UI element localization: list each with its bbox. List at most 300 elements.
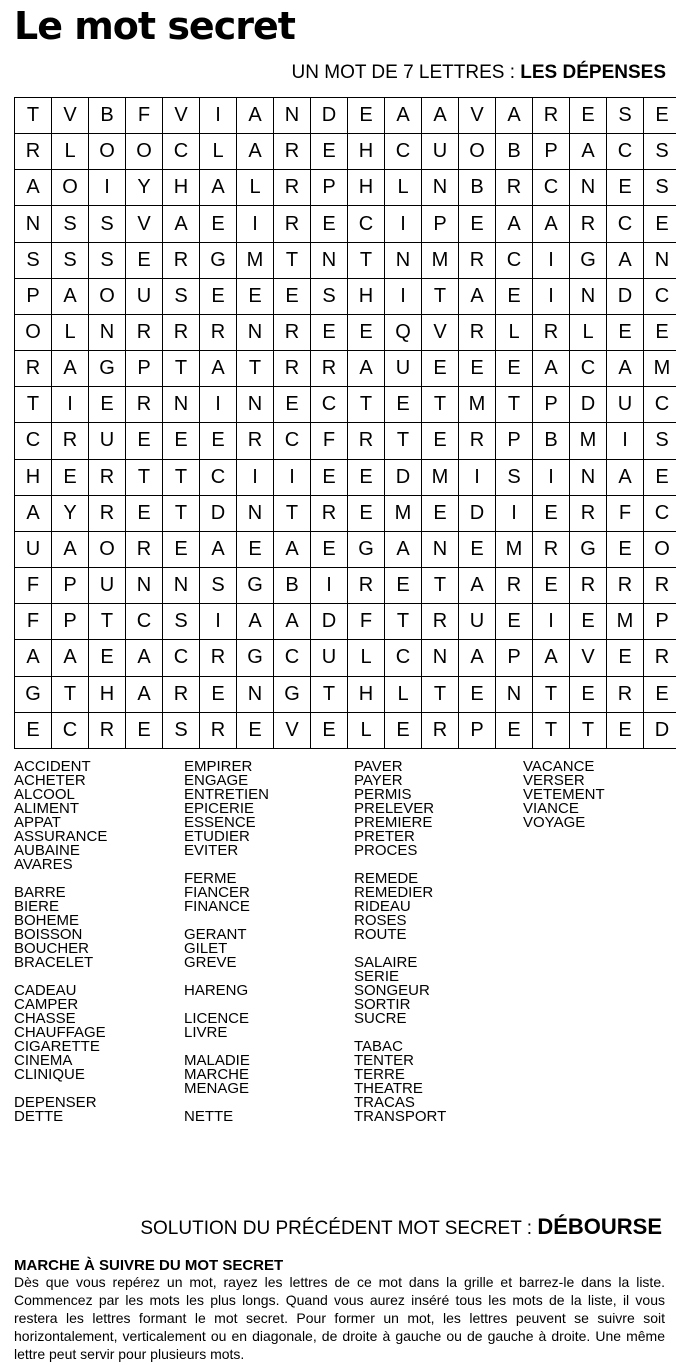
word-list-item[interactable]: ROSES xyxy=(354,912,407,929)
grid-cell[interactable]: I xyxy=(237,459,274,495)
grid-cell[interactable]: P xyxy=(311,170,348,206)
word-list-item[interactable]: BOHEME xyxy=(14,912,80,929)
grid-cell[interactable]: M xyxy=(607,604,644,640)
grid-cell[interactable]: I xyxy=(200,98,237,134)
word-list-item[interactable]: BOISSON xyxy=(14,926,83,943)
grid-cell[interactable]: A xyxy=(200,531,237,567)
grid-cell[interactable]: T xyxy=(52,676,89,712)
grid-cell[interactable]: U xyxy=(607,387,644,423)
grid-cell[interactable]: S xyxy=(89,206,126,242)
grid-cell[interactable]: E xyxy=(200,423,237,459)
grid-cell[interactable]: N xyxy=(274,98,311,134)
grid-cell[interactable]: A xyxy=(200,351,237,387)
word-list-item[interactable]: PREMIERE xyxy=(354,814,433,831)
grid-cell[interactable]: R xyxy=(348,568,385,604)
grid-cell[interactable]: I xyxy=(533,278,570,314)
grid-cell[interactable]: S xyxy=(200,568,237,604)
grid-cell[interactable]: E xyxy=(570,98,607,134)
grid-cell[interactable]: C xyxy=(385,640,422,676)
word-list-item[interactable]: VETEMENT xyxy=(523,786,605,803)
grid-cell[interactable]: L xyxy=(52,134,89,170)
grid-cell[interactable]: E xyxy=(570,604,607,640)
grid-cell[interactable]: D xyxy=(459,495,496,531)
grid-cell[interactable]: A xyxy=(274,604,311,640)
grid-cell[interactable]: E xyxy=(607,314,644,350)
grid-cell[interactable]: I xyxy=(533,604,570,640)
grid-cell[interactable]: G xyxy=(570,242,607,278)
grid-cell[interactable]: E xyxy=(385,712,422,748)
grid-cell[interactable]: A xyxy=(533,351,570,387)
grid-cell[interactable]: A xyxy=(200,170,237,206)
grid-cell[interactable]: C xyxy=(126,604,163,640)
grid-cell[interactable]: N xyxy=(422,170,459,206)
grid-cell[interactable]: N xyxy=(385,242,422,278)
grid-cell[interactable]: E xyxy=(311,314,348,350)
grid-cell[interactable]: A xyxy=(15,640,52,676)
word-list-item[interactable]: EVITER xyxy=(184,842,239,859)
grid-cell[interactable]: T xyxy=(533,676,570,712)
grid-cell[interactable]: E xyxy=(459,676,496,712)
grid-cell[interactable]: E xyxy=(459,531,496,567)
grid-cell[interactable]: B xyxy=(459,170,496,206)
grid-cell[interactable]: E xyxy=(496,278,533,314)
grid-cell[interactable]: C xyxy=(163,640,200,676)
grid-cell[interactable]: P xyxy=(126,351,163,387)
grid-cell[interactable]: O xyxy=(52,170,89,206)
grid-cell[interactable]: E xyxy=(237,712,274,748)
word-list-item[interactable]: ENTRETIEN xyxy=(184,786,270,803)
word-list-item[interactable]: PERMIS xyxy=(354,786,412,803)
word-list-item[interactable]: VERSER xyxy=(523,772,585,789)
grid-cell[interactable]: P xyxy=(533,387,570,423)
grid-cell[interactable]: R xyxy=(607,568,644,604)
grid-cell[interactable]: C xyxy=(385,134,422,170)
grid-cell[interactable]: S xyxy=(52,242,89,278)
grid-cell[interactable]: U xyxy=(15,531,52,567)
grid-cell[interactable]: E xyxy=(459,351,496,387)
grid-cell[interactable]: F xyxy=(348,604,385,640)
grid-cell[interactable]: S xyxy=(52,206,89,242)
grid-cell[interactable]: A xyxy=(570,134,607,170)
grid-cell[interactable]: F xyxy=(15,568,52,604)
grid-cell[interactable]: D xyxy=(311,98,348,134)
grid-cell[interactable]: T xyxy=(422,387,459,423)
grid-cell[interactable]: U xyxy=(422,134,459,170)
grid-cell[interactable]: G xyxy=(348,531,385,567)
grid-cell[interactable]: R xyxy=(459,242,496,278)
word-list-item[interactable]: TRANSPORT xyxy=(354,1108,447,1125)
grid-cell[interactable]: T xyxy=(570,712,607,748)
word-list-item[interactable]: DETTE xyxy=(14,1108,64,1125)
grid-cell[interactable]: A xyxy=(459,278,496,314)
word-list-item[interactable]: REMEDIER xyxy=(354,884,434,901)
grid-cell[interactable]: R xyxy=(348,423,385,459)
grid-cell[interactable]: E xyxy=(311,459,348,495)
grid-cell[interactable]: C xyxy=(644,278,676,314)
grid-cell[interactable]: R xyxy=(52,423,89,459)
word-list-item[interactable]: REMEDE xyxy=(354,870,419,887)
grid-cell[interactable]: N xyxy=(163,387,200,423)
grid-cell[interactable]: A xyxy=(52,640,89,676)
word-list-item[interactable]: MENAGE xyxy=(184,1080,250,1097)
grid-cell[interactable]: R xyxy=(274,134,311,170)
grid-cell[interactable]: H xyxy=(89,676,126,712)
word-list-item[interactable]: TENTER xyxy=(354,1052,414,1069)
word-list-item[interactable]: LICENCE xyxy=(184,1010,250,1027)
grid-cell[interactable]: D xyxy=(570,387,607,423)
word-list-item[interactable]: VIANCE xyxy=(523,800,579,817)
grid-cell[interactable]: T xyxy=(163,351,200,387)
grid-cell[interactable]: V xyxy=(422,314,459,350)
grid-cell[interactable]: R xyxy=(126,531,163,567)
grid-cell[interactable]: E xyxy=(533,495,570,531)
grid-cell[interactable]: T xyxy=(126,459,163,495)
grid-cell[interactable]: P xyxy=(533,134,570,170)
grid-cell[interactable]: A xyxy=(533,640,570,676)
grid-cell[interactable]: R xyxy=(496,170,533,206)
word-list-item[interactable]: ESSENCE xyxy=(184,814,256,831)
grid-cell[interactable]: N xyxy=(570,170,607,206)
grid-cell[interactable]: A xyxy=(126,640,163,676)
grid-cell[interactable]: E xyxy=(200,278,237,314)
grid-cell[interactable]: N xyxy=(570,459,607,495)
grid-cell[interactable]: E xyxy=(126,423,163,459)
grid-cell[interactable]: H xyxy=(348,278,385,314)
grid-cell[interactable]: H xyxy=(348,134,385,170)
grid-cell[interactable]: F xyxy=(607,495,644,531)
grid-cell[interactable]: V xyxy=(126,206,163,242)
word-list-item[interactable]: VACANCE xyxy=(523,758,595,775)
word-list-item[interactable]: CLINIQUE xyxy=(14,1066,85,1083)
grid-cell[interactable]: L xyxy=(52,314,89,350)
grid-cell[interactable]: H xyxy=(348,676,385,712)
grid-cell[interactable]: L xyxy=(200,134,237,170)
grid-cell[interactable]: C xyxy=(163,134,200,170)
word-list-item[interactable]: BRACELET xyxy=(14,954,94,971)
word-list-item[interactable]: CHASSE xyxy=(14,1010,76,1027)
grid-cell[interactable]: S xyxy=(163,278,200,314)
grid-cell[interactable]: N xyxy=(496,676,533,712)
grid-cell[interactable]: I xyxy=(533,242,570,278)
grid-cell[interactable]: T xyxy=(385,604,422,640)
grid-cell[interactable]: I xyxy=(496,495,533,531)
grid-cell[interactable]: L xyxy=(385,170,422,206)
grid-cell[interactable]: C xyxy=(15,423,52,459)
grid-cell[interactable]: M xyxy=(237,242,274,278)
grid-cell[interactable]: V xyxy=(163,98,200,134)
grid-cell[interactable]: E xyxy=(496,712,533,748)
word-list-item[interactable]: DEPENSER xyxy=(14,1094,97,1111)
grid-cell[interactable]: E xyxy=(89,387,126,423)
grid-cell[interactable]: M xyxy=(422,242,459,278)
grid-cell[interactable]: G xyxy=(274,676,311,712)
grid-cell[interactable]: E xyxy=(533,568,570,604)
grid-cell[interactable]: E xyxy=(237,278,274,314)
word-list-item[interactable]: CAMPER xyxy=(14,996,79,1013)
grid-cell[interactable]: A xyxy=(15,170,52,206)
grid-cell[interactable]: R xyxy=(89,459,126,495)
grid-cell[interactable]: C xyxy=(348,206,385,242)
grid-cell[interactable]: H xyxy=(348,170,385,206)
grid-cell[interactable]: C xyxy=(644,495,676,531)
grid-cell[interactable]: R xyxy=(200,640,237,676)
grid-cell[interactable]: R xyxy=(200,712,237,748)
grid-cell[interactable]: E xyxy=(348,495,385,531)
grid-cell[interactable]: N xyxy=(311,242,348,278)
grid-cell[interactable]: N xyxy=(89,314,126,350)
word-list-item[interactable]: BIERE xyxy=(14,898,60,915)
grid-cell[interactable]: I xyxy=(311,568,348,604)
grid-cell[interactable]: N xyxy=(237,495,274,531)
grid-cell[interactable]: T xyxy=(348,387,385,423)
grid-cell[interactable]: P xyxy=(15,278,52,314)
grid-cell[interactable]: L xyxy=(496,314,533,350)
word-list-item[interactable]: PRELEVER xyxy=(354,800,435,817)
grid-cell[interactable]: C xyxy=(274,423,311,459)
grid-cell[interactable]: F xyxy=(126,98,163,134)
word-list-item[interactable]: ALIMENT xyxy=(14,800,80,817)
grid-cell[interactable]: E xyxy=(422,351,459,387)
grid-cell[interactable]: E xyxy=(607,531,644,567)
grid-cell[interactable]: E xyxy=(459,206,496,242)
grid-cell[interactable]: V xyxy=(52,98,89,134)
grid-cell[interactable]: P xyxy=(52,568,89,604)
grid-cell[interactable]: L xyxy=(348,640,385,676)
grid-cell[interactable]: T xyxy=(15,98,52,134)
grid-cell[interactable]: P xyxy=(496,640,533,676)
grid-cell[interactable]: R xyxy=(274,170,311,206)
grid-cell[interactable]: I xyxy=(533,459,570,495)
grid-cell[interactable]: A xyxy=(348,351,385,387)
grid-cell[interactable]: L xyxy=(385,676,422,712)
grid-cell[interactable]: E xyxy=(89,640,126,676)
word-list-item[interactable]: NETTE xyxy=(184,1108,234,1125)
grid-cell[interactable]: E xyxy=(126,712,163,748)
grid-cell[interactable]: V xyxy=(274,712,311,748)
word-list-item[interactable]: GREVE xyxy=(184,954,237,971)
grid-cell[interactable]: R xyxy=(15,134,52,170)
grid-cell[interactable]: N xyxy=(163,568,200,604)
grid-cell[interactable]: E xyxy=(15,712,52,748)
word-list-item[interactable]: ENGAGE xyxy=(184,772,249,789)
grid-cell[interactable]: N xyxy=(422,531,459,567)
grid-cell[interactable]: A xyxy=(274,531,311,567)
grid-cell[interactable]: O xyxy=(644,531,676,567)
grid-cell[interactable]: F xyxy=(311,423,348,459)
word-list-item[interactable]: ROUTE xyxy=(354,926,407,943)
grid-cell[interactable]: E xyxy=(607,170,644,206)
grid-cell[interactable]: G xyxy=(237,568,274,604)
grid-cell[interactable]: E xyxy=(237,531,274,567)
grid-cell[interactable]: A xyxy=(422,98,459,134)
grid-cell[interactable]: U xyxy=(126,278,163,314)
grid-cell[interactable]: R xyxy=(126,387,163,423)
grid-cell[interactable]: H xyxy=(163,170,200,206)
grid-cell[interactable]: R xyxy=(200,314,237,350)
word-list-item[interactable]: TABAC xyxy=(354,1038,403,1055)
grid-cell[interactable]: A xyxy=(496,206,533,242)
grid-cell[interactable]: S xyxy=(644,134,676,170)
word-list-item[interactable]: EMPIRER xyxy=(184,758,253,775)
grid-cell[interactable]: A xyxy=(385,98,422,134)
grid-cell[interactable]: E xyxy=(570,676,607,712)
word-list-item[interactable]: GERANT xyxy=(184,926,247,943)
grid-cell[interactable]: E xyxy=(385,387,422,423)
grid-cell[interactable]: A xyxy=(385,531,422,567)
grid-cell[interactable]: I xyxy=(52,387,89,423)
grid-cell[interactable]: R xyxy=(607,676,644,712)
word-list-item[interactable]: SALAIRE xyxy=(354,954,418,971)
word-list-item[interactable]: FIANCER xyxy=(184,884,250,901)
grid-cell[interactable]: N xyxy=(126,568,163,604)
grid-cell[interactable]: S xyxy=(163,604,200,640)
grid-cell[interactable]: I xyxy=(385,278,422,314)
grid-cell[interactable]: A xyxy=(163,206,200,242)
grid-cell[interactable]: E xyxy=(200,676,237,712)
grid-cell[interactable]: D xyxy=(644,712,676,748)
word-list-item[interactable]: ETUDIER xyxy=(184,828,250,845)
grid-cell[interactable]: O xyxy=(89,531,126,567)
grid-cell[interactable]: E xyxy=(644,459,676,495)
word-list-item[interactable]: CHAUFFAGE xyxy=(14,1024,106,1041)
grid-cell[interactable]: R xyxy=(570,568,607,604)
grid-cell[interactable]: U xyxy=(89,568,126,604)
word-list-item[interactable]: TRACAS xyxy=(354,1094,415,1111)
grid-cell[interactable]: T xyxy=(89,604,126,640)
grid-cell[interactable]: E xyxy=(274,278,311,314)
grid-cell[interactable]: Q xyxy=(385,314,422,350)
grid-cell[interactable]: E xyxy=(644,676,676,712)
grid-cell[interactable]: T xyxy=(274,495,311,531)
grid-cell[interactable]: D xyxy=(385,459,422,495)
grid-cell[interactable]: S xyxy=(15,242,52,278)
word-list-item[interactable]: PAVER xyxy=(354,758,403,775)
grid-cell[interactable]: R xyxy=(163,242,200,278)
grid-cell[interactable]: A xyxy=(607,242,644,278)
word-list-item[interactable]: FERME xyxy=(184,870,237,887)
grid-cell[interactable]: R xyxy=(89,495,126,531)
grid-cell[interactable]: A xyxy=(237,134,274,170)
grid-cell[interactable]: P xyxy=(459,712,496,748)
grid-cell[interactable]: S xyxy=(311,278,348,314)
grid-cell[interactable]: T xyxy=(533,712,570,748)
grid-cell[interactable]: T xyxy=(422,676,459,712)
grid-cell[interactable]: N xyxy=(237,676,274,712)
grid-cell[interactable]: G xyxy=(15,676,52,712)
grid-cell[interactable]: O xyxy=(15,314,52,350)
grid-cell[interactable]: A xyxy=(237,98,274,134)
grid-cell[interactable]: C xyxy=(607,206,644,242)
grid-cell[interactable]: M xyxy=(570,423,607,459)
grid-cell[interactable]: P xyxy=(644,604,676,640)
grid-cell[interactable]: B xyxy=(533,423,570,459)
grid-cell[interactable]: E xyxy=(126,495,163,531)
grid-cell[interactable]: I xyxy=(89,170,126,206)
grid-cell[interactable]: T xyxy=(348,242,385,278)
grid-cell[interactable]: M xyxy=(422,459,459,495)
grid-cell[interactable]: G xyxy=(570,531,607,567)
grid-cell[interactable]: I xyxy=(274,459,311,495)
word-list-item[interactable]: SERIE xyxy=(354,968,400,985)
grid-cell[interactable]: O xyxy=(89,134,126,170)
grid-cell[interactable]: T xyxy=(163,495,200,531)
grid-cell[interactable]: N xyxy=(570,278,607,314)
grid-cell[interactable]: R xyxy=(644,568,676,604)
grid-cell[interactable]: E xyxy=(422,495,459,531)
grid-cell[interactable]: R xyxy=(422,712,459,748)
grid-cell[interactable]: R xyxy=(274,314,311,350)
grid-cell[interactable]: R xyxy=(163,314,200,350)
grid-cell[interactable]: T xyxy=(163,459,200,495)
grid-cell[interactable]: I xyxy=(459,459,496,495)
grid-cell[interactable]: C xyxy=(311,387,348,423)
grid-cell[interactable]: R xyxy=(163,676,200,712)
word-list-item[interactable]: LIVRE xyxy=(184,1024,228,1041)
grid-cell[interactable]: S xyxy=(607,98,644,134)
grid-cell[interactable]: E xyxy=(348,314,385,350)
word-list-item[interactable]: EPICERIE xyxy=(184,800,255,817)
grid-cell[interactable]: S xyxy=(644,423,676,459)
grid-cell[interactable]: O xyxy=(89,278,126,314)
grid-cell[interactable]: C xyxy=(200,459,237,495)
grid-cell[interactable]: R xyxy=(311,351,348,387)
grid-cell[interactable]: E xyxy=(311,712,348,748)
grid-cell[interactable]: C xyxy=(52,712,89,748)
grid-cell[interactable]: E xyxy=(496,351,533,387)
grid-cell[interactable]: O xyxy=(459,134,496,170)
grid-cell[interactable]: A xyxy=(607,459,644,495)
grid-cell[interactable]: O xyxy=(126,134,163,170)
word-list-item[interactable]: BOUCHER xyxy=(14,940,90,957)
grid-cell[interactable]: T xyxy=(274,242,311,278)
grid-cell[interactable]: G xyxy=(200,242,237,278)
grid-cell[interactable]: R xyxy=(126,314,163,350)
grid-cell[interactable]: C xyxy=(533,170,570,206)
grid-cell[interactable]: P xyxy=(422,206,459,242)
grid-cell[interactable]: V xyxy=(459,98,496,134)
grid-cell[interactable]: D xyxy=(200,495,237,531)
grid-cell[interactable]: R xyxy=(422,604,459,640)
grid-cell[interactable]: M xyxy=(496,531,533,567)
grid-cell[interactable]: B xyxy=(89,98,126,134)
word-list-item[interactable]: CINEMA xyxy=(14,1052,73,1069)
grid-cell[interactable]: A xyxy=(496,98,533,134)
grid-cell[interactable]: E xyxy=(163,531,200,567)
grid-cell[interactable]: L xyxy=(570,314,607,350)
grid-cell[interactable]: N xyxy=(15,206,52,242)
grid-cell[interactable]: Y xyxy=(126,170,163,206)
grid-cell[interactable]: L xyxy=(348,712,385,748)
grid-cell[interactable]: I xyxy=(385,206,422,242)
grid-cell[interactable]: R xyxy=(15,351,52,387)
grid-cell[interactable]: T xyxy=(422,278,459,314)
grid-cell[interactable]: C xyxy=(496,242,533,278)
grid-cell[interactable]: H xyxy=(15,459,52,495)
grid-cell[interactable]: C xyxy=(644,387,676,423)
word-list-item[interactable]: BARRE xyxy=(14,884,66,901)
grid-cell[interactable]: R xyxy=(644,640,676,676)
word-list-item[interactable]: HARENG xyxy=(184,982,249,999)
grid-cell[interactable]: A xyxy=(126,676,163,712)
grid-cell[interactable]: R xyxy=(274,206,311,242)
word-list-item[interactable]: PRETER xyxy=(354,828,415,845)
grid-cell[interactable]: R xyxy=(570,206,607,242)
grid-cell[interactable]: U xyxy=(311,640,348,676)
word-list-item[interactable]: AVARES xyxy=(14,856,73,873)
grid-cell[interactable]: A xyxy=(52,351,89,387)
grid-cell[interactable]: B xyxy=(274,568,311,604)
grid-cell[interactable]: R xyxy=(533,531,570,567)
